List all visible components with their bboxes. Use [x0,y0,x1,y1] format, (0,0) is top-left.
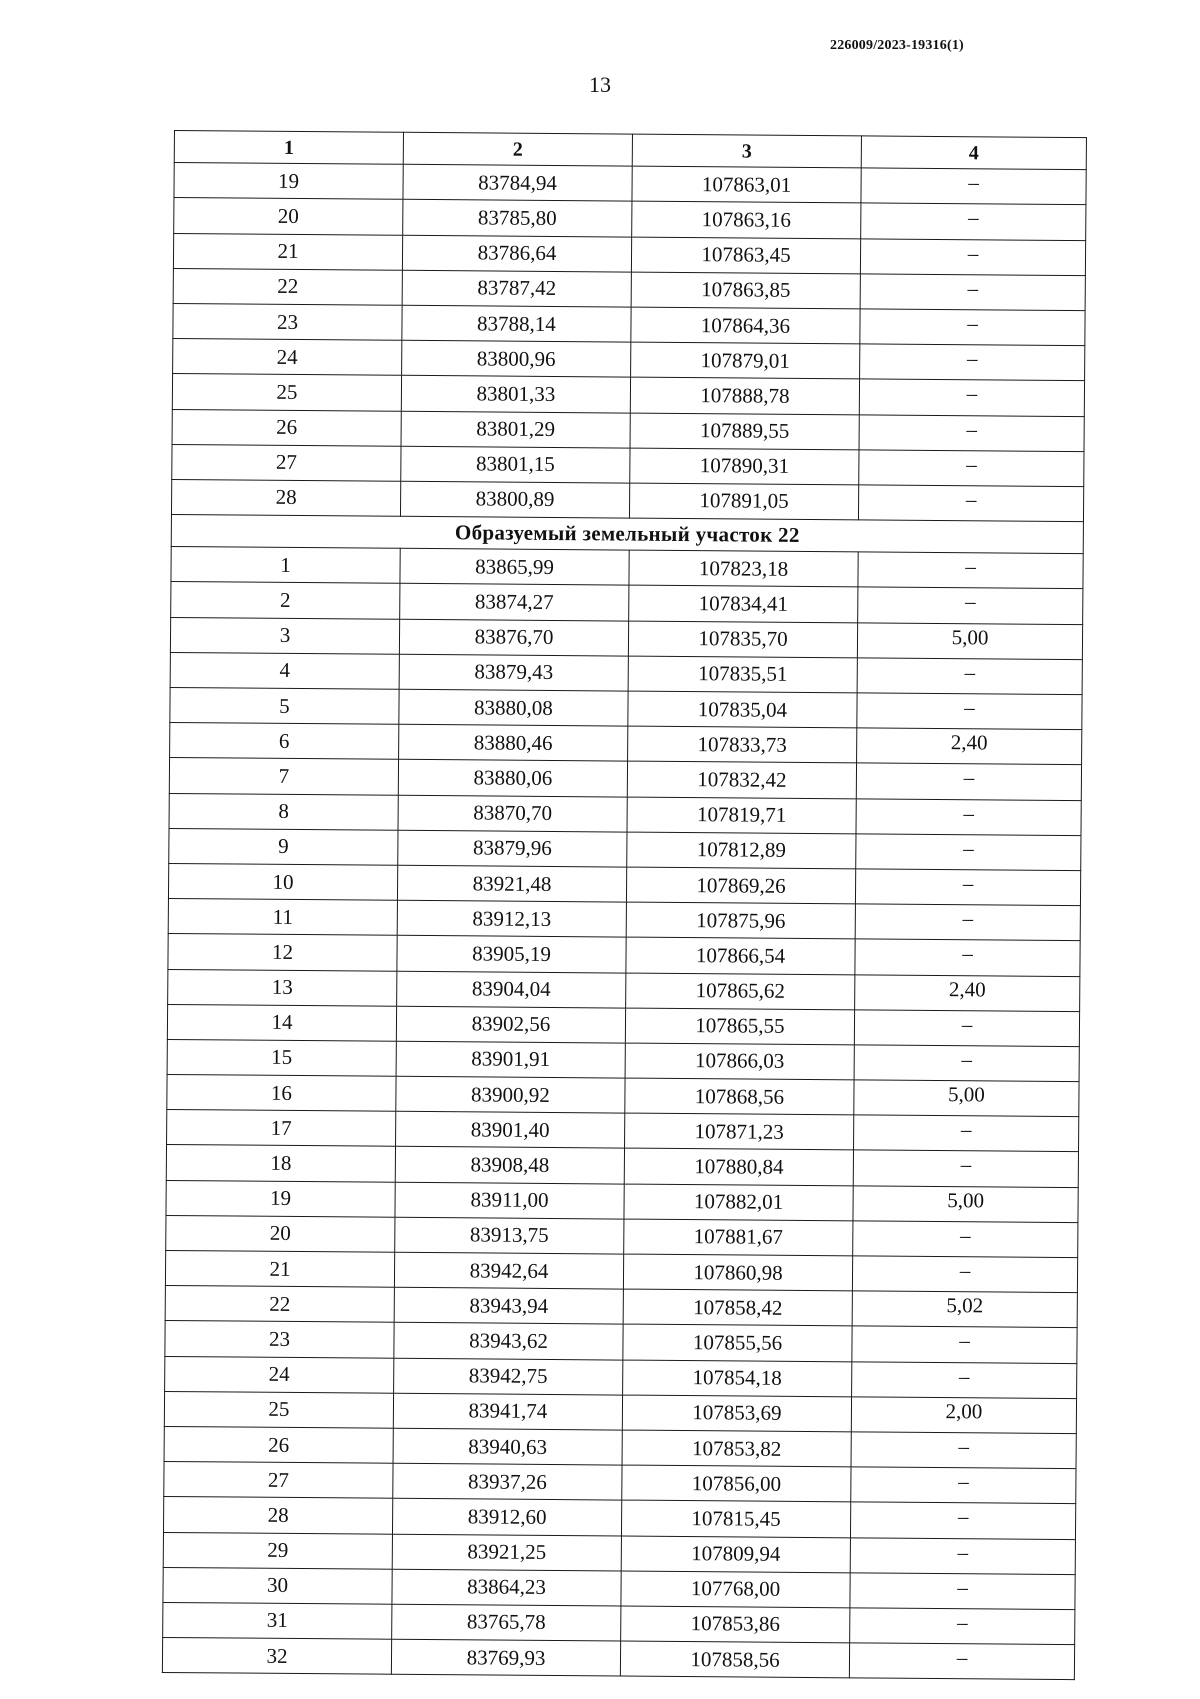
y-coordinate-cell: 107869,26 [626,867,855,904]
value-cell: – [853,1150,1078,1187]
y-coordinate-cell: 107880,84 [624,1149,853,1186]
x-coordinate-cell: 83921,48 [397,865,626,902]
x-coordinate-cell: 83912,13 [397,900,626,937]
x-coordinate-cell: 83921,25 [392,1534,621,1571]
value-cell: – [860,274,1085,311]
point-number-cell: 17 [167,1110,396,1147]
x-coordinate-cell: 83941,74 [393,1393,622,1430]
value-cell: – [860,238,1085,275]
point-number-cell: 21 [173,233,402,270]
x-coordinate-cell: 83865,99 [400,549,629,586]
point-number-cell: 20 [174,198,403,235]
value-cell: – [858,587,1083,624]
y-coordinate-cell: 107866,03 [625,1043,854,1080]
header-col-4: 4 [861,136,1086,170]
x-coordinate-cell: 83800,96 [402,340,631,377]
point-number-cell: 13 [168,969,397,1006]
x-coordinate-cell: 83901,40 [396,1112,625,1149]
y-coordinate-cell: 107881,67 [624,1219,853,1256]
value-cell: – [861,168,1086,205]
y-coordinate-cell: 107856,00 [622,1465,851,1502]
value-cell: – [850,1537,1075,1574]
value-cell: – [850,1608,1075,1645]
y-coordinate-cell: 107863,01 [632,166,861,203]
header-col-3: 3 [632,134,861,168]
x-coordinate-cell: 83785,80 [403,200,632,237]
x-coordinate-cell: 83913,75 [395,1217,624,1254]
point-number-cell: 25 [172,374,401,411]
x-coordinate-cell: 83943,94 [394,1287,623,1324]
point-number-cell: 9 [169,828,398,865]
x-coordinate-cell: 83942,64 [394,1252,623,1289]
value-cell: – [859,414,1084,451]
document-number: 226009/2023-19316(1) [830,38,964,53]
point-number-cell: 15 [167,1039,396,1076]
point-number-cell: 11 [168,899,397,936]
point-number-cell: 30 [163,1567,392,1604]
table-body-after-section [162,547,1083,1680]
x-coordinate-cell: 83801,29 [401,411,630,448]
value-cell: – [850,1573,1075,1610]
y-coordinate-cell: 107865,55 [625,1008,854,1045]
y-coordinate-cell: 107835,51 [628,656,857,693]
value-cell: – [857,658,1082,695]
value-cell: – [856,834,1081,871]
y-coordinate-cell: 107819,71 [627,797,856,834]
point-number-cell: 28 [171,479,400,516]
x-coordinate-cell: 83876,70 [399,619,628,656]
y-coordinate-cell: 107835,04 [628,691,857,728]
value-cell: 5,02 [852,1291,1077,1328]
point-number-cell: 5 [170,687,399,724]
y-coordinate-cell: 107858,56 [620,1641,849,1678]
y-coordinate-cell: 107809,94 [621,1536,850,1573]
value-cell: – [854,1045,1079,1082]
y-coordinate-cell: 107823,18 [629,550,858,587]
table-body-before-section [171,163,1086,522]
point-number-cell: 26 [164,1426,393,1463]
x-coordinate-cell: 83880,08 [399,689,628,726]
coordinates-table [162,130,1087,1680]
y-coordinate-cell: 107812,89 [627,832,856,869]
point-number-cell: 21 [165,1250,394,1287]
value-cell: – [860,344,1085,381]
x-coordinate-cell: 83874,27 [400,584,629,621]
y-coordinate-cell: 107888,78 [630,377,859,414]
point-number-cell: 27 [164,1462,393,1499]
point-number-cell: 22 [165,1286,394,1323]
x-coordinate-cell: 83880,46 [399,724,628,761]
y-coordinate-cell: 107891,05 [629,483,858,520]
value-cell: – [852,1326,1077,1363]
point-number-cell: 19 [166,1180,395,1217]
x-coordinate-cell: 83788,14 [402,305,631,342]
point-number-cell: 31 [163,1602,392,1639]
point-number-cell: 25 [164,1391,393,1428]
y-coordinate-cell: 107768,00 [621,1571,850,1608]
y-coordinate-cell: 107879,01 [631,342,860,379]
y-coordinate-cell: 107853,82 [622,1430,851,1467]
y-coordinate-cell: 107815,45 [621,1500,850,1537]
point-number-cell: 26 [172,409,401,446]
header-col-2: 2 [403,132,632,166]
x-coordinate-cell: 83943,62 [394,1323,623,1360]
value-cell: 5,00 [857,623,1082,660]
point-number-cell: 7 [169,758,398,795]
point-number-cell: 3 [170,617,399,654]
value-cell: – [849,1643,1074,1680]
table-row [162,1638,1074,1680]
value-cell: – [852,1361,1077,1398]
y-coordinate-cell: 107864,36 [631,307,860,344]
y-coordinate-cell: 107854,18 [623,1360,852,1397]
y-coordinate-cell: 107853,69 [622,1395,851,1432]
point-number-cell: 32 [162,1638,391,1675]
y-coordinate-cell: 107863,45 [631,237,860,274]
point-number-cell: 2 [171,582,400,619]
value-cell: – [855,904,1080,941]
point-number-cell: 29 [163,1532,392,1569]
value-cell: – [851,1467,1076,1504]
x-coordinate-cell: 83904,04 [397,971,626,1008]
value-cell: – [860,309,1085,346]
y-coordinate-cell: 107833,73 [628,726,857,763]
x-coordinate-cell: 83769,93 [391,1639,620,1676]
value-cell: 2,00 [851,1397,1076,1434]
point-number-cell: 1 [171,547,400,584]
header-col-1: 1 [174,131,403,165]
y-coordinate-cell: 107860,98 [623,1254,852,1291]
y-coordinate-cell: 107835,70 [628,621,857,658]
y-coordinate-cell: 107855,56 [623,1324,852,1361]
y-coordinate-cell: 107866,54 [626,937,855,974]
value-cell: 2,40 [855,974,1080,1011]
value-cell: – [859,379,1084,416]
x-coordinate-cell: 83905,19 [397,936,626,973]
y-coordinate-cell: 107889,55 [630,413,859,450]
value-cell: – [858,552,1083,589]
section-title: Образуемый земельный участок 22 [171,515,1083,554]
value-cell: – [859,450,1084,487]
point-number-cell: 10 [168,863,397,900]
point-number-cell: 16 [167,1075,396,1112]
x-coordinate-cell: 83880,06 [398,760,627,797]
value-cell: – [856,763,1081,800]
y-coordinate-cell: 107863,85 [631,272,860,309]
x-coordinate-cell: 83908,48 [395,1147,624,1184]
value-cell: – [857,693,1082,730]
value-cell: – [852,1256,1077,1293]
x-coordinate-cell: 83801,33 [401,376,630,413]
y-coordinate-cell: 107871,23 [625,1113,854,1150]
point-number-cell: 28 [163,1497,392,1534]
x-coordinate-cell: 83901,91 [396,1041,625,1078]
x-coordinate-cell: 83864,23 [392,1569,621,1606]
point-number-cell: 27 [172,444,401,481]
x-coordinate-cell: 83942,75 [394,1358,623,1395]
value-cell: 5,00 [853,1185,1078,1222]
page-number: 13 [589,72,611,97]
x-coordinate-cell: 83902,56 [396,1006,625,1043]
value-cell: – [851,1432,1076,1469]
value-cell: – [861,203,1086,240]
point-number-cell: 19 [174,163,403,200]
value-cell: – [855,869,1080,906]
point-number-cell: 12 [168,934,397,971]
value-cell: – [856,798,1081,835]
y-coordinate-cell: 107868,56 [625,1078,854,1115]
point-number-cell: 24 [165,1356,394,1393]
value-cell: – [854,1010,1079,1047]
value-cell: – [854,1115,1079,1152]
point-number-cell: 22 [173,268,402,305]
point-number-cell: 20 [166,1215,395,1252]
x-coordinate-cell: 83765,78 [392,1604,621,1641]
value-cell: – [850,1502,1075,1539]
x-coordinate-cell: 83900,92 [396,1076,625,1113]
y-coordinate-cell: 107875,96 [626,902,855,939]
point-number-cell: 14 [167,1004,396,1041]
x-coordinate-cell: 83912,60 [392,1499,621,1536]
point-number-cell: 4 [170,652,399,689]
point-number-cell: 18 [166,1145,395,1182]
y-coordinate-cell: 107890,31 [630,448,859,485]
x-coordinate-cell: 83937,26 [393,1463,622,1500]
value-cell: – [855,939,1080,976]
value-cell: – [853,1221,1078,1258]
x-coordinate-cell: 83800,89 [400,481,629,518]
value-cell: 5,00 [854,1080,1079,1117]
value-cell: – [858,485,1083,522]
x-coordinate-cell: 83870,70 [398,795,627,832]
y-coordinate-cell: 107858,42 [623,1289,852,1326]
point-number-cell: 6 [170,723,399,760]
y-coordinate-cell: 107853,86 [621,1606,850,1643]
point-number-cell: 23 [173,303,402,340]
y-coordinate-cell: 107865,62 [626,973,855,1010]
x-coordinate-cell: 83940,63 [393,1428,622,1465]
point-number-cell: 24 [173,339,402,376]
x-coordinate-cell: 83879,96 [398,830,627,867]
point-number-cell: 8 [169,793,398,830]
y-coordinate-cell: 107834,41 [629,586,858,623]
x-coordinate-cell: 83786,64 [402,235,631,272]
y-coordinate-cell: 107863,16 [632,201,861,238]
value-cell: 2,40 [857,728,1082,765]
coordinates-table-container [162,130,1086,1680]
x-coordinate-cell: 83784,94 [403,164,632,201]
x-coordinate-cell: 83787,42 [402,270,631,307]
x-coordinate-cell: 83911,00 [395,1182,624,1219]
y-coordinate-cell: 107832,42 [627,761,856,798]
y-coordinate-cell: 107882,01 [624,1184,853,1221]
x-coordinate-cell: 83801,15 [401,446,630,483]
point-number-cell: 23 [165,1321,394,1358]
x-coordinate-cell: 83879,43 [399,654,628,691]
